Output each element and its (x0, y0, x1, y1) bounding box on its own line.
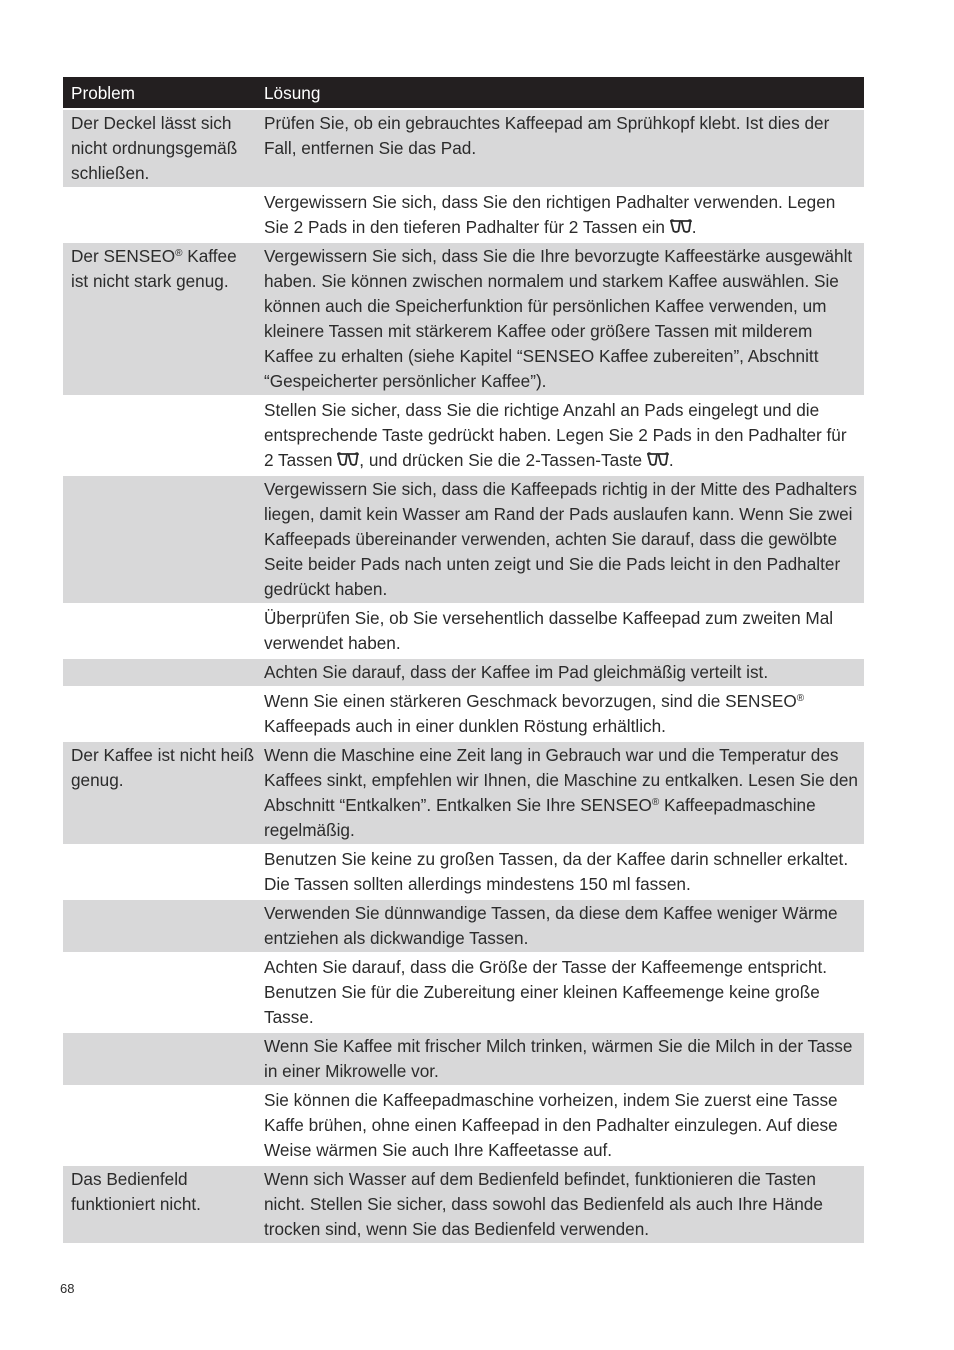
solution-cell: Achten Sie darauf, dass der Kaffee im Pad gleichmäßig verteilt ist. (264, 662, 769, 682)
problem-cell: Das Bedienfeld funktioniert nicht. (71, 1169, 201, 1214)
solution-cell: Prüfen Sie, ob ein gebrauchtes Kaffeepad am Sprühkopf klebt. Ist dies der Fall, entfernen Sie das Pad. (264, 113, 830, 158)
problem-cell (63, 1087, 264, 1164)
solution-cell: Wenn die Maschine eine Zeit lang in Gebrauch war und die Temperatur des Kaffees sinkt, empfehlen wir Ihnen, die Maschine zu entkalken. Lesen Sie den Abschnitt “Entkalken”. Entkalken Sie Ihre SENSEO® Kaffeepadmaschine regelmäßig. (264, 745, 858, 840)
problem-cell (63, 476, 264, 603)
problem-cell (63, 659, 264, 686)
solution-cell: Benutzen Sie keine zu großen Tassen, da der Kaffee darin schneller erkaltet. Die Tassen sollten allerdings mindestens 150 ml fassen. (264, 849, 849, 894)
problem-cell (63, 846, 264, 898)
problem-cell: Der Kaffee ist nicht heiß genug. (71, 745, 255, 790)
two-cups-icon (670, 217, 692, 233)
table-row (63, 243, 864, 397)
table-row (63, 846, 864, 900)
solution-cell: Wenn Sie Kaffee mit frischer Milch trinken, wärmen Sie die Milch in der Tasse in einer Mikrowelle vor. (264, 1036, 853, 1081)
table-row (63, 1033, 864, 1087)
solution-cell: Vergewissern Sie sich, dass Sie den richtigen Padhalter verwenden. Legen Sie 2 Pads in den tieferen Padhalter für 2 Tassen ein . (264, 192, 836, 237)
solution-cell: Achten Sie darauf, dass die Größe der Tasse der Kaffeemenge entspricht. Benutzen Sie für die Zubereitung einer kleinen Kaffeemenge keine große Tasse. (264, 957, 828, 1027)
table-row (63, 605, 864, 659)
problem-cell (63, 954, 264, 1031)
solution-cell: Überprüfen Sie, ob Sie versehentlich dasselbe Kaffeepad zum zweiten Mal verwendet haben. (264, 608, 834, 653)
page-number: 68 (60, 1281, 75, 1296)
problem-cell (63, 605, 264, 657)
registered-mark: ® (651, 797, 660, 808)
table-row (63, 189, 864, 243)
table-row (63, 1087, 864, 1166)
table-row (63, 742, 864, 846)
troubleshooting-table (63, 77, 864, 1245)
table-row (63, 476, 864, 605)
solution-cell: Vergewissern Sie sich, dass Sie die Ihre bevorzugte Kaffeestärke ausgewählt haben. Sie können zwischen normalem und starkem Kaffee auswählen. Sie können auch die Speicherfunktion für persönlichen Kaffee verwenden, um kleinere Tassen mit stärkerem Kaffee oder größere Tassen mit milderem Kaffee zu erhalten (siehe Kapitel “SENSEO Kaffee zubereiten”, Abschnitt “Gespeicherter persönlicher Kaffee”). (264, 246, 853, 391)
table-row (63, 659, 864, 688)
problem-cell: Der Deckel lässt sich nicht ordnungsgemäß schließen. (71, 113, 238, 183)
table-row (63, 397, 864, 476)
table-row (63, 110, 864, 189)
registered-mark: ® (796, 693, 805, 704)
solution-cell: Stellen Sie sicher, dass Sie die richtige Anzahl an Pads eingelegt und die entsprechende Taste gedrückt haben. Legen Sie 2 Pads in den Padhalter für 2 Tassen , und drücken Sie die 2-Tassen-Taste . (264, 400, 847, 470)
problem-cell (63, 900, 264, 952)
problem-cell (63, 1033, 264, 1085)
table-row (63, 1166, 864, 1245)
problem-cell (63, 189, 264, 241)
table-header (63, 77, 864, 110)
table-body (63, 110, 864, 1245)
header-problem: Problem (71, 83, 135, 103)
problem-cell (63, 688, 264, 740)
table-row (63, 688, 864, 742)
solution-cell: Vergewissern Sie sich, dass die Kaffeepads richtig in der Mitte des Padhalters liegen, damit kein Wasser am Rand der Pads auslaufen kann. Wenn Sie zwei Kaffeepads übereinander verwenden, achten Sie darauf, dass die gewölbte Seite beider Pads nach unten zeigt und Sie die Pads leicht in den Padhalter gedrückt haben. (264, 479, 857, 599)
problem-cell: Der SENSEO® Kaffee ist nicht stark genug. (71, 246, 237, 291)
solution-cell: Wenn Sie einen stärkeren Geschmack bevorzugen, sind die SENSEO® Kaffeepads auch in einer dunklen Röstung erhältlich. (264, 691, 805, 736)
problem-cell (63, 397, 264, 474)
header-solution: Lösung (264, 83, 321, 103)
solution-cell: Verwenden Sie dünnwandige Tassen, da diese dem Kaffee weniger Wärme entziehen als dickwandige Tassen. (264, 903, 838, 948)
solution-cell: Sie können die Kaffeepadmaschine vorheizen, indem Sie zuerst eine Tasse Kaffe brühen, ohne einen Kaffeepad in den Padhalter einzulegen. Auf diese Weise wärmen Sie auch Ihre Kaffeetasse auf. (264, 1090, 838, 1160)
registered-mark: ® (175, 248, 183, 259)
two-cups-icon (337, 450, 359, 466)
table-row (63, 954, 864, 1033)
table-row (63, 900, 864, 954)
solution-cell: Wenn sich Wasser auf dem Bedienfeld befindet, funktionieren die Tasten nicht. Stellen Sie sicher, dass sowohl das Bedienfeld als auch Ihre Hände trocken sind, wenn Sie das Bedienfeld verwenden. (264, 1169, 823, 1239)
two-cups-icon (647, 450, 669, 466)
